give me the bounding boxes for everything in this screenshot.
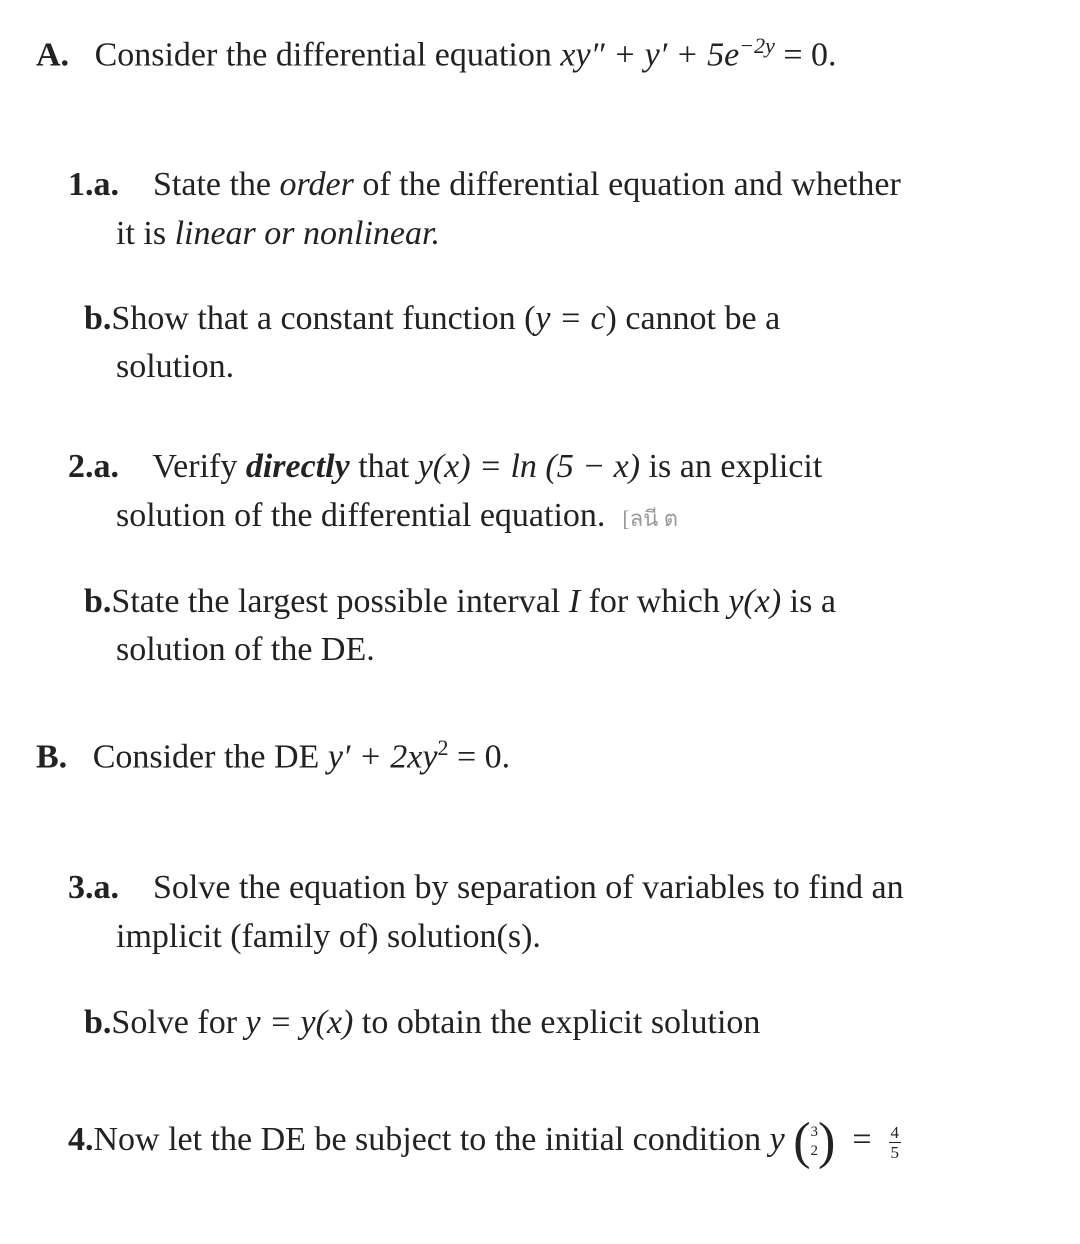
question-1a-text1: State the [153,166,280,203]
right-paren: ) [818,1113,836,1171]
initial-condition-argument [811,1123,819,1161]
fraction-denominator: 5 [890,1142,900,1162]
section-b-label: B. [36,738,68,776]
question-2a-line2 [116,494,678,541]
argument-bottom: 2 [810,1143,819,1160]
question-1b-text2: ) cannot be a [605,300,781,337]
question-2b-line2-text: solution of the DE. [116,631,375,668]
question-3a-line2 [116,915,541,959]
question-2a-directly: directly [245,448,350,485]
question-3a-text1: Solve the equation by separation of variables to find an [153,869,904,906]
fraction-numerator: 4 [890,1122,900,1142]
question-3b-label: b. [84,1004,112,1041]
section-b-equation-end: = 0. [448,738,511,776]
question-2a-text3: that [349,448,418,485]
section-a-label: A. [36,36,70,74]
question-1b-label: b. [84,300,112,337]
question-3a-line2-text: implicit (family of) solution(s). [116,918,541,955]
section-a-equation-end: = 0. [774,36,837,74]
question-1b-line2 [116,345,234,389]
question-2a-stray-mark: [ลนี ต [622,506,679,531]
question-1a-linear: linear or nonlinear. [174,215,440,252]
question-1a-line1 [68,163,901,207]
question-1a-line2 [116,212,440,256]
question-4-function: y [769,1121,785,1158]
question-1a-line2-text: it is [116,215,175,252]
section-a-equation: xy″ + y′ + 5e [560,36,740,74]
question-4-label: 4. [68,1121,94,1158]
question-2b-text3: is a [781,583,836,620]
question-3b-line1 [84,1001,760,1045]
question-1a-order: order [279,166,354,203]
question-2b-line2 [116,628,375,672]
question-2a-text1: Verify [152,448,246,485]
question-1b-text1: Show that a constant function ( [111,300,536,337]
section-b-equation: y′ + 2xy [327,738,438,776]
initial-value-fraction [889,1123,902,1162]
question-4-text1: Now let the DE be subject to the initial condition [93,1121,770,1158]
section-b-exponent: 2 [437,735,449,760]
question-2b-line1 [84,580,836,624]
question-2a-line1 [68,445,822,489]
question-2b-text1: State the largest possible interval [111,583,569,620]
question-3b-equation: y = y(x) [245,1004,354,1041]
question-1a-label: 1.a. [68,166,119,203]
section-a-exponent: −2y [739,33,775,58]
question-3a-line1 [68,866,904,910]
question-1b-equation: y = c [535,300,606,337]
question-2b-label: b. [84,583,112,620]
question-2a-text4: is an explicit [640,448,823,485]
left-paren: ( [793,1113,811,1171]
question-3a-label: 3.a. [68,869,119,906]
question-1a-text3: of the differential equation and whether [353,166,901,203]
question-2a-line2-text: solution of the differential equation. [116,497,606,534]
section-b-text: Consider the DE [92,738,328,776]
question-3b-text2: to obtain the explicit solution [353,1004,761,1041]
argument-top: 3 [810,1124,819,1141]
question-4-equals: = [852,1121,872,1158]
question-2b-interval: I [568,583,581,620]
question-1b-line1 [84,297,780,341]
question-2b-text2: for which [580,583,729,620]
question-2b-equation: y(x) [728,583,782,620]
question-4-line1 [68,1110,901,1170]
section-a-text: Consider the differential equation [94,36,561,74]
question-2a-label: 2.a. [68,448,119,485]
question-3b-text1: Solve for [111,1004,246,1041]
section-b-heading [36,726,510,779]
question-1b-line2-text: solution. [116,348,235,385]
question-2a-equation: y(x) = ln (5 − x) [417,448,641,485]
section-a-heading [36,24,837,77]
